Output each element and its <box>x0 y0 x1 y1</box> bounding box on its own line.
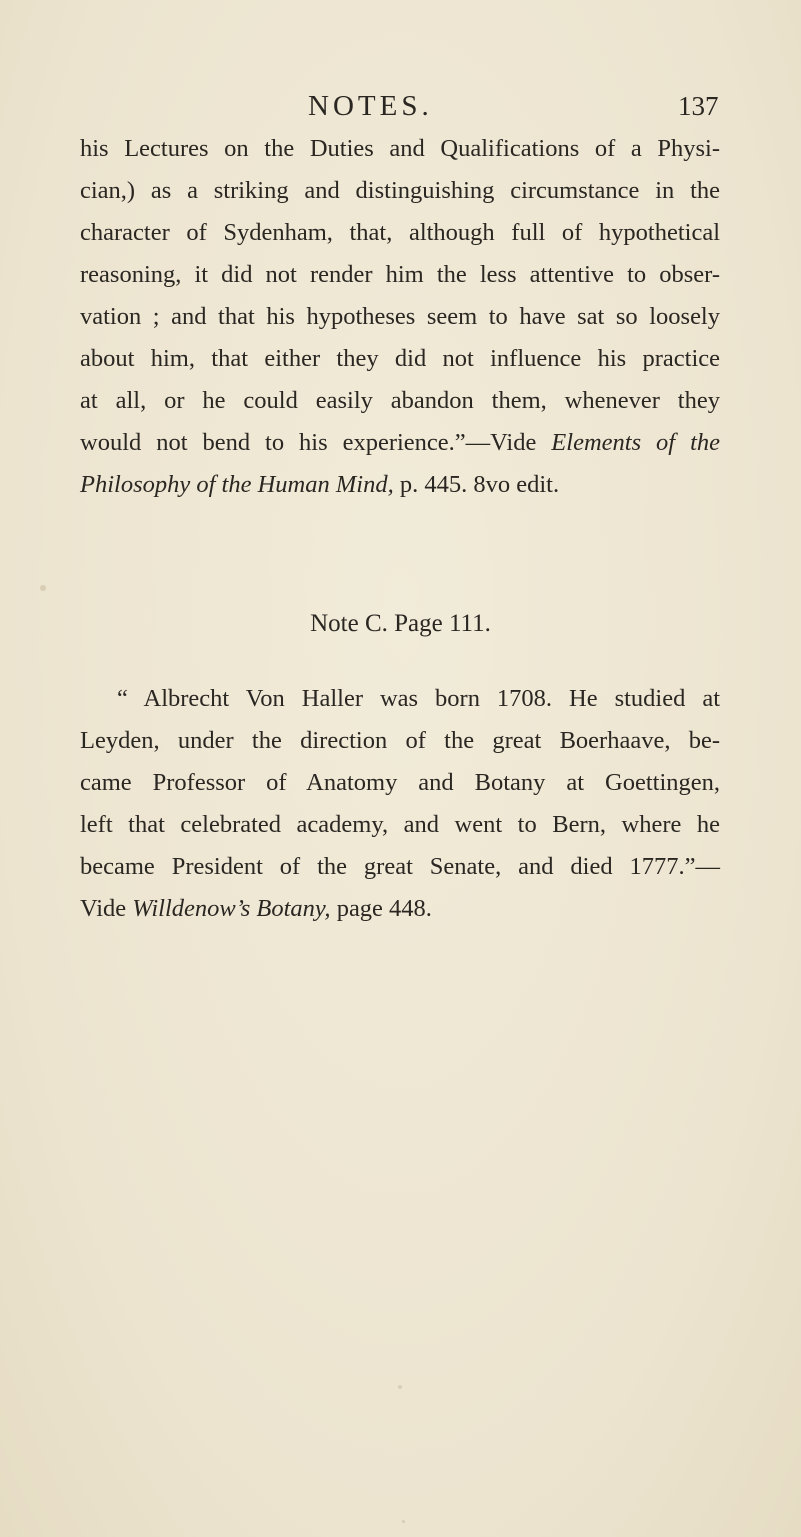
citation-lead: Vide <box>80 895 133 922</box>
cited-work-title: Philosophy of the Human Mind, <box>80 471 394 498</box>
citation-lead: would not bend to his experience.”—Vide <box>80 429 552 456</box>
cited-work-title: Willdenow’s Botany, <box>132 895 331 922</box>
text-line: reasoning, it did not render him the less attentive to obser- <box>80 261 720 288</box>
text-line: at all, or he could easily abandon them, whenever they <box>80 387 720 414</box>
text-line: vation ; and that his hypotheses seem to have sat so loosely <box>80 303 720 330</box>
text-line: “ Albrecht Von Haller was born 1708. He studied at <box>117 685 720 712</box>
cited-work-title: Elements of the <box>551 429 720 456</box>
page-number: 137 <box>678 91 719 121</box>
citation-page: page 448. <box>330 895 432 922</box>
paragraph-continued-quote <box>80 128 720 506</box>
paper-speck <box>402 1520 405 1523</box>
text-line: became President of the great Senate, and died 1777.”— <box>80 853 720 880</box>
paper-speck <box>40 585 46 591</box>
text-line: his Lectures on the Duties and Qualifications of a Physi- <box>80 135 720 162</box>
text-line: came Professor of Anatomy and Botany at Goettingen, <box>80 769 720 796</box>
text-line: left that celebrated academy, and went to Bern, where he <box>80 811 720 838</box>
running-title: NOTES. <box>308 90 433 122</box>
text-line <box>80 422 720 464</box>
text-line: about him, that either they did not influence his practice <box>80 345 720 372</box>
text-line <box>80 464 720 506</box>
running-head <box>0 88 801 128</box>
paragraph-note-c <box>80 678 720 930</box>
text-line: Leyden, under the direction of the great Boerhaave, be- <box>80 727 720 754</box>
text-line <box>80 888 720 930</box>
text-line: character of Sydenham, that, although full of hypothetical <box>80 219 720 246</box>
paper-speck <box>398 1385 402 1389</box>
note-heading: Note C. Page 111. <box>310 610 491 637</box>
text-line: cian,) as a striking and distinguishing circumstance in the <box>80 177 720 204</box>
citation-page: p. 445. 8vo edit. <box>393 471 560 498</box>
